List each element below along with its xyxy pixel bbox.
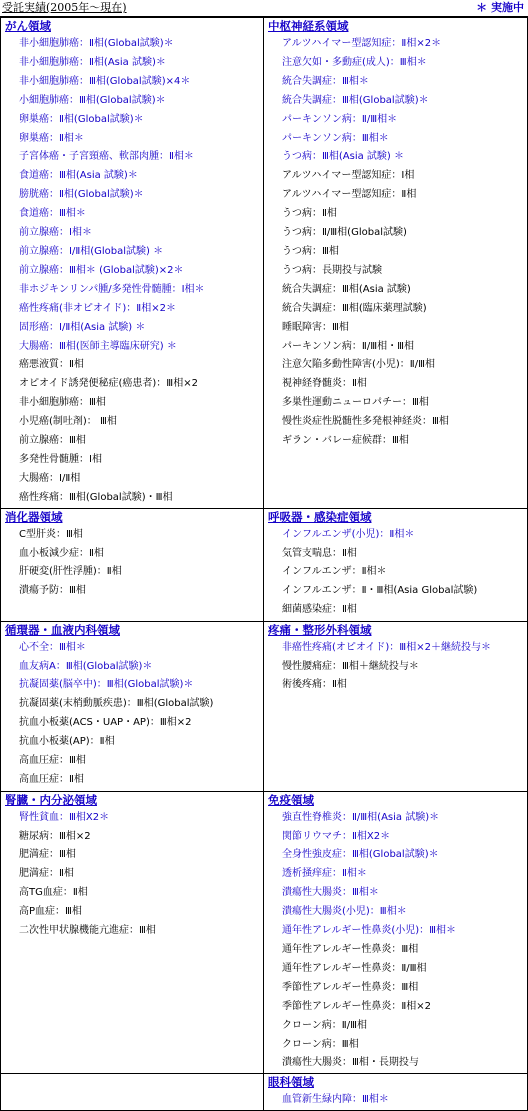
trial-item: 潰瘍性大腸炎：Ⅲ相・長期投与	[282, 1057, 419, 1069]
trial-item: 血友病A：Ⅲ相(Global試験)＊	[19, 660, 153, 672]
trial-item: 卵巣癌：Ⅱ相(Global試験)＊	[19, 113, 144, 125]
trial-item: 血小板減少症：Ⅱ相	[19, 547, 104, 559]
trial-item: 前立腺癌：Ⅲ相＊ (Global試験)×2＊	[19, 264, 184, 276]
section-title: 腎臓・内分泌領域	[5, 792, 97, 807]
trial-item: 慢性腰痛症：Ⅲ相＋継続投与＊	[282, 660, 419, 672]
legend-ongoing: ＊ 実施中	[476, 1, 524, 14]
trial-item: 細菌感染症：Ⅱ相	[282, 604, 357, 616]
trial-list	[264, 35, 527, 451]
trial-item: 抗血小板薬(ACS・UAP・AP)：Ⅲ相×2	[19, 717, 192, 729]
trial-list	[1, 35, 263, 508]
trial-item: 小児癌(制吐剤)： Ⅲ相	[19, 416, 117, 428]
section-pain	[264, 621, 528, 791]
trial-item: 小細胞肺癌：Ⅲ相(Global試験)＊	[19, 94, 166, 106]
section-title: 消化器領域	[5, 509, 63, 524]
trial-item: インフルエンザ(小児)：Ⅱ相＊	[282, 528, 415, 540]
trial-item: うつ病：長期投与試験	[282, 264, 382, 276]
trial-item: 透析掻痒症：Ⅱ相＊	[282, 868, 367, 880]
section-title: がん領域	[5, 19, 51, 33]
trial-item: 注意欠陥多動性障害(小児)：Ⅱ/Ⅲ相	[282, 359, 435, 371]
trial-item: 気管支喘息：Ⅱ相	[282, 547, 357, 559]
section-title: 循環器・血液内科領域	[5, 622, 120, 637]
trial-item: 前立腺癌：Ⅰ/Ⅱ相(Global試験) ＊	[19, 245, 164, 257]
trial-item: パーキンソン病：Ⅱ/Ⅲ相・Ⅲ相	[282, 340, 414, 352]
trial-item: 注意欠如・多動症(成人)：Ⅲ相＊	[282, 56, 427, 68]
trial-list	[264, 1091, 527, 1110]
trial-item: 通年性アレルギー性鼻炎(小児)：Ⅲ相＊	[282, 925, 457, 937]
trial-item: 多発性骨髄腫：Ⅰ相	[19, 453, 102, 465]
trial-item: 大腸癌：Ⅲ相(医師主導臨床研究) ＊	[19, 340, 177, 352]
trial-item: 非小細胞肺癌：Ⅱ相(Global試験)＊	[19, 38, 174, 49]
trial-item: 子宮体癌・子宮頸癌、軟部肉腫：Ⅱ相＊	[19, 151, 194, 163]
trial-item: 統合失調症：Ⅲ相＊	[282, 75, 369, 87]
trial-item: 季節性アレルギー性鼻炎：Ⅲ相	[282, 981, 419, 993]
section-title: 眼科領域	[268, 1075, 314, 1090]
trial-list	[1, 639, 263, 790]
trial-item: 全身性強皮症：Ⅲ相(Global試験)＊	[282, 849, 439, 861]
trial-item: 糖尿病：Ⅲ相×2	[19, 830, 91, 842]
results-table	[0, 17, 528, 1111]
trial-item: 関節リウマチ：Ⅱ相Ⅹ2＊	[282, 830, 391, 842]
trial-item: 非小細胞肺癌：Ⅲ相	[19, 397, 106, 409]
trial-item: 食道癌：Ⅲ相(Asia 試験)＊	[19, 170, 138, 182]
empty-cell	[1, 1074, 264, 1111]
trial-item: 大腸癌：Ⅰ/Ⅱ相	[19, 472, 81, 484]
trial-item: 癌性疼痛：Ⅲ相(Global試験)・Ⅲ相	[19, 491, 173, 503]
trial-item: 潰瘍性大腸炎：Ⅲ相＊	[282, 887, 379, 899]
trial-item: うつ病：Ⅱ/Ⅲ相(Global試験)	[282, 227, 407, 239]
section-cardio	[1, 621, 264, 791]
section-digestive	[1, 508, 264, 621]
trial-item: 高血圧症：Ⅲ相	[19, 755, 86, 767]
trial-item: ギラン・バレー症候群：Ⅲ相	[282, 435, 409, 447]
trial-item: 抗凝固薬(脳卒中)：Ⅲ相(Global試験)＊	[19, 679, 194, 691]
trial-item: 腎性貧血：Ⅲ相Ⅹ2＊	[19, 811, 110, 823]
trial-item: 肥満症：Ⅲ相	[19, 849, 76, 861]
page-title: 受託実績(2005年～現在)	[2, 1, 127, 14]
trial-item: 潰瘍予防：Ⅲ相	[19, 585, 86, 597]
trial-item: 抗凝固薬(末梢動脈疾患)：Ⅲ相(Global試験)	[19, 698, 214, 710]
trial-item: クローン病：Ⅲ相	[282, 1038, 359, 1050]
section-title: 免疫領域	[268, 792, 314, 807]
trial-item: 抗血小板薬(AP)：Ⅱ相	[19, 736, 115, 748]
trial-item: うつ病：Ⅱ相	[282, 208, 337, 220]
section-renal	[1, 791, 264, 1074]
trial-item: 肝硬変(肝性浮腫)：Ⅱ相	[19, 566, 122, 578]
trial-item: 卵巣癌：Ⅱ相＊	[19, 132, 84, 144]
trial-list	[1, 809, 263, 941]
page-header	[0, 0, 528, 17]
trial-item: インフルエンザ：Ⅱ相＊	[282, 566, 387, 578]
trial-item: 高血圧症：Ⅱ相	[19, 774, 84, 785]
trial-item: うつ病：Ⅲ相	[282, 245, 339, 257]
section-ophthalmology	[264, 1074, 528, 1111]
trial-item: 非小細胞肺癌：Ⅲ相(Global試験)×4＊	[19, 75, 191, 87]
trial-item: 慢性炎症性脱髄性多発根神経炎：Ⅲ相	[282, 416, 449, 428]
trial-item: 統合失調症：Ⅲ相(Global試験)＊	[282, 94, 429, 106]
trial-item: 二次性甲状腺機能亢進症：Ⅲ相	[19, 925, 156, 937]
trial-item: 術後疼痛：Ⅱ相	[282, 679, 347, 691]
trial-item: 多巣性運動ニューロパチー：Ⅲ相	[282, 397, 429, 409]
trial-item: 高TG血症：Ⅱ相	[19, 887, 88, 899]
trial-item: C型肝炎：Ⅲ相	[19, 528, 83, 540]
section-title: 呼吸器・感染症領域	[268, 509, 372, 524]
trial-item: クローン病：Ⅱ/Ⅲ相	[282, 1019, 367, 1031]
trial-list	[264, 809, 527, 1074]
section-title: 疼痛・整形外科領域	[268, 622, 372, 637]
trial-item: アルツハイマー型認知症：Ⅱ相×2＊	[282, 38, 442, 49]
trial-item: 膀胱癌：Ⅱ相(Global試験)＊	[19, 189, 144, 201]
trial-item: 前立腺癌：Ⅲ相	[19, 435, 86, 447]
trial-list	[264, 639, 527, 696]
trial-item: アルツハイマー型認知症：Ⅰ相	[282, 170, 415, 182]
trial-item: インフルエンザ：Ⅱ・Ⅲ相(Asia Global試験)	[282, 585, 478, 597]
trial-item: 潰瘍性大腸炎(小児)：Ⅲ相＊	[282, 906, 407, 918]
trial-item: 視神経脊髄炎：Ⅱ相	[282, 378, 367, 390]
trial-item: 肥満症：Ⅱ相	[19, 868, 74, 880]
section-title: 中枢神経系領域	[268, 19, 349, 33]
trial-item: 固形癌：Ⅰ/Ⅱ相(Asia 試験) ＊	[19, 321, 146, 333]
trial-item: 非癌性疼痛(オピオイド)：Ⅲ相×2＋継続投与＊	[282, 641, 491, 653]
section-cns	[264, 18, 528, 509]
trial-item: 統合失調症：Ⅲ相(Asia 試験)	[282, 283, 411, 295]
trial-list	[1, 526, 263, 602]
trial-item: 強直性脊椎炎：Ⅱ/Ⅲ相(Asia 試験)＊	[282, 811, 440, 823]
section-oncology	[1, 18, 264, 509]
trial-item: 食道癌：Ⅲ相＊	[19, 208, 86, 220]
trial-item: 季節性アレルギー性鼻炎：Ⅱ相×2	[282, 1000, 432, 1012]
trial-item: パーキンソン病：Ⅱ/Ⅲ相＊	[282, 113, 398, 125]
trial-item: 非ホジキンリンパ腫/多発性骨髄腫：Ⅰ相＊	[19, 283, 205, 295]
section-respiratory	[264, 508, 528, 621]
trial-item: オピオイド誘発便秘症(癌患者)：Ⅲ相×2	[19, 378, 198, 390]
trial-item: パーキンソン病：Ⅲ相＊	[282, 132, 389, 144]
section-immunology	[264, 791, 528, 1074]
trial-item: 高P血症：Ⅲ相	[19, 906, 82, 918]
trial-item: 癌悪液質：Ⅱ相	[19, 359, 84, 371]
trial-item: 通年性アレルギー性鼻炎：Ⅱ/Ⅲ相	[282, 962, 427, 974]
trial-item: うつ病：Ⅲ相(Asia 試験) ＊	[282, 151, 405, 163]
trial-item: 非小細胞肺癌：Ⅱ相(Asia 試験)＊	[19, 56, 166, 68]
trial-item: 睡眠障害：Ⅲ相	[282, 321, 349, 333]
trial-item: アルツハイマー型認知症：Ⅱ相	[282, 189, 417, 201]
trial-item: 血管新生緑内障：Ⅲ相＊	[282, 1094, 389, 1106]
trial-item: 通年性アレルギー性鼻炎：Ⅲ相	[282, 944, 419, 955]
trial-item: 統合失調症：Ⅲ相(臨床薬理試験)	[282, 302, 427, 314]
trial-item: 癌性疼痛(非オピオイド)：Ⅱ相×2＊	[19, 302, 176, 314]
trial-item: 前立腺癌：Ⅰ相＊	[19, 227, 92, 239]
trial-list	[264, 526, 527, 621]
trial-item: 心不全：Ⅲ相＊	[19, 641, 86, 653]
